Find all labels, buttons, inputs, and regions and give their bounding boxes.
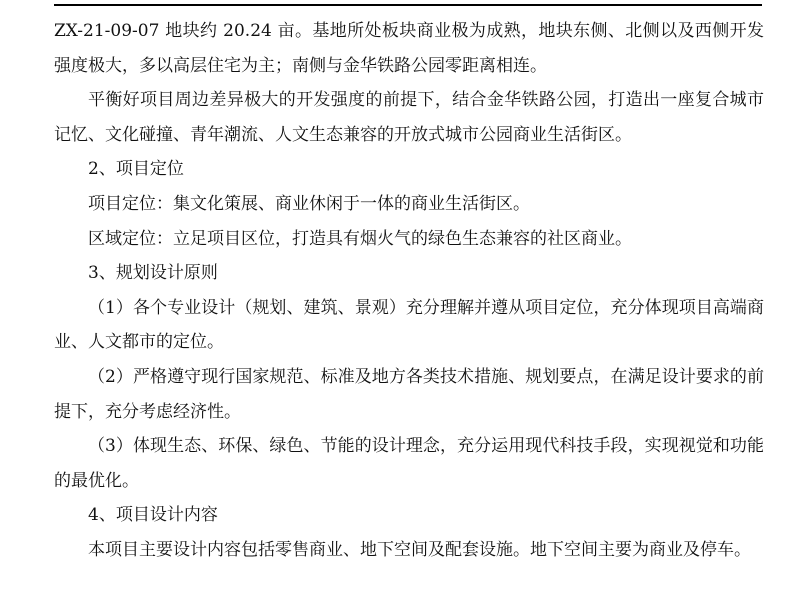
- paragraph-principle-1: （1）各个专业设计（规划、建筑、景观）充分理解并遵从项目定位，充分体现项目高端商业、人文都市的定位。: [54, 297, 764, 353]
- section-heading-design-principles: 3、规划设计原则: [88, 263, 218, 284]
- paragraph-design-concept: 平衡好项目周边差异极大的开发强度的前提下，结合金华铁路公园，打造出一座复合城市记忆、文化碰撞、青年潮流、人文生态兼容的开放式城市公园商业生活街区。: [54, 90, 764, 145]
- paragraph-principle-3: （3）体现生态、环保、绿色、节能的设计理念，充分运用现代科技手段，实现视觉和功能的最优化。: [54, 436, 764, 491]
- paragraph-principle-2: （2）严格遵守现行国家规范、标准及地方各类技术措施、规划要点，在满足设计要求的前提下，充分考虑经济性。: [54, 366, 764, 422]
- paragraph-regional-positioning: 区域定位：立足项目区位，打造具有烟火气的绿色生态兼容的社区商业。: [88, 228, 632, 249]
- document-body: [54, 14, 764, 568]
- section-heading-positioning: 2、项目定位: [88, 159, 184, 180]
- section-heading-design-content: 4、项目设计内容: [88, 505, 218, 526]
- paragraph-site-description: ZX-21-09-07 地块约 20.24 亩。基地所处板块商业极为成熟，地块东侧、北侧以及西侧开发强度极大，多以高层住宅为主；南侧与金华铁路公园零距离相连。: [54, 21, 764, 76]
- paragraph-project-positioning: 项目定位：集文化策展、商业休闲于一体的商业生活街区。: [88, 193, 530, 214]
- paragraph-design-content: 本项目主要设计内容包括零售商业、地下空间及配套设施。地下空间主要为商业及停车。: [88, 539, 751, 560]
- header-rule: [54, 4, 762, 6]
